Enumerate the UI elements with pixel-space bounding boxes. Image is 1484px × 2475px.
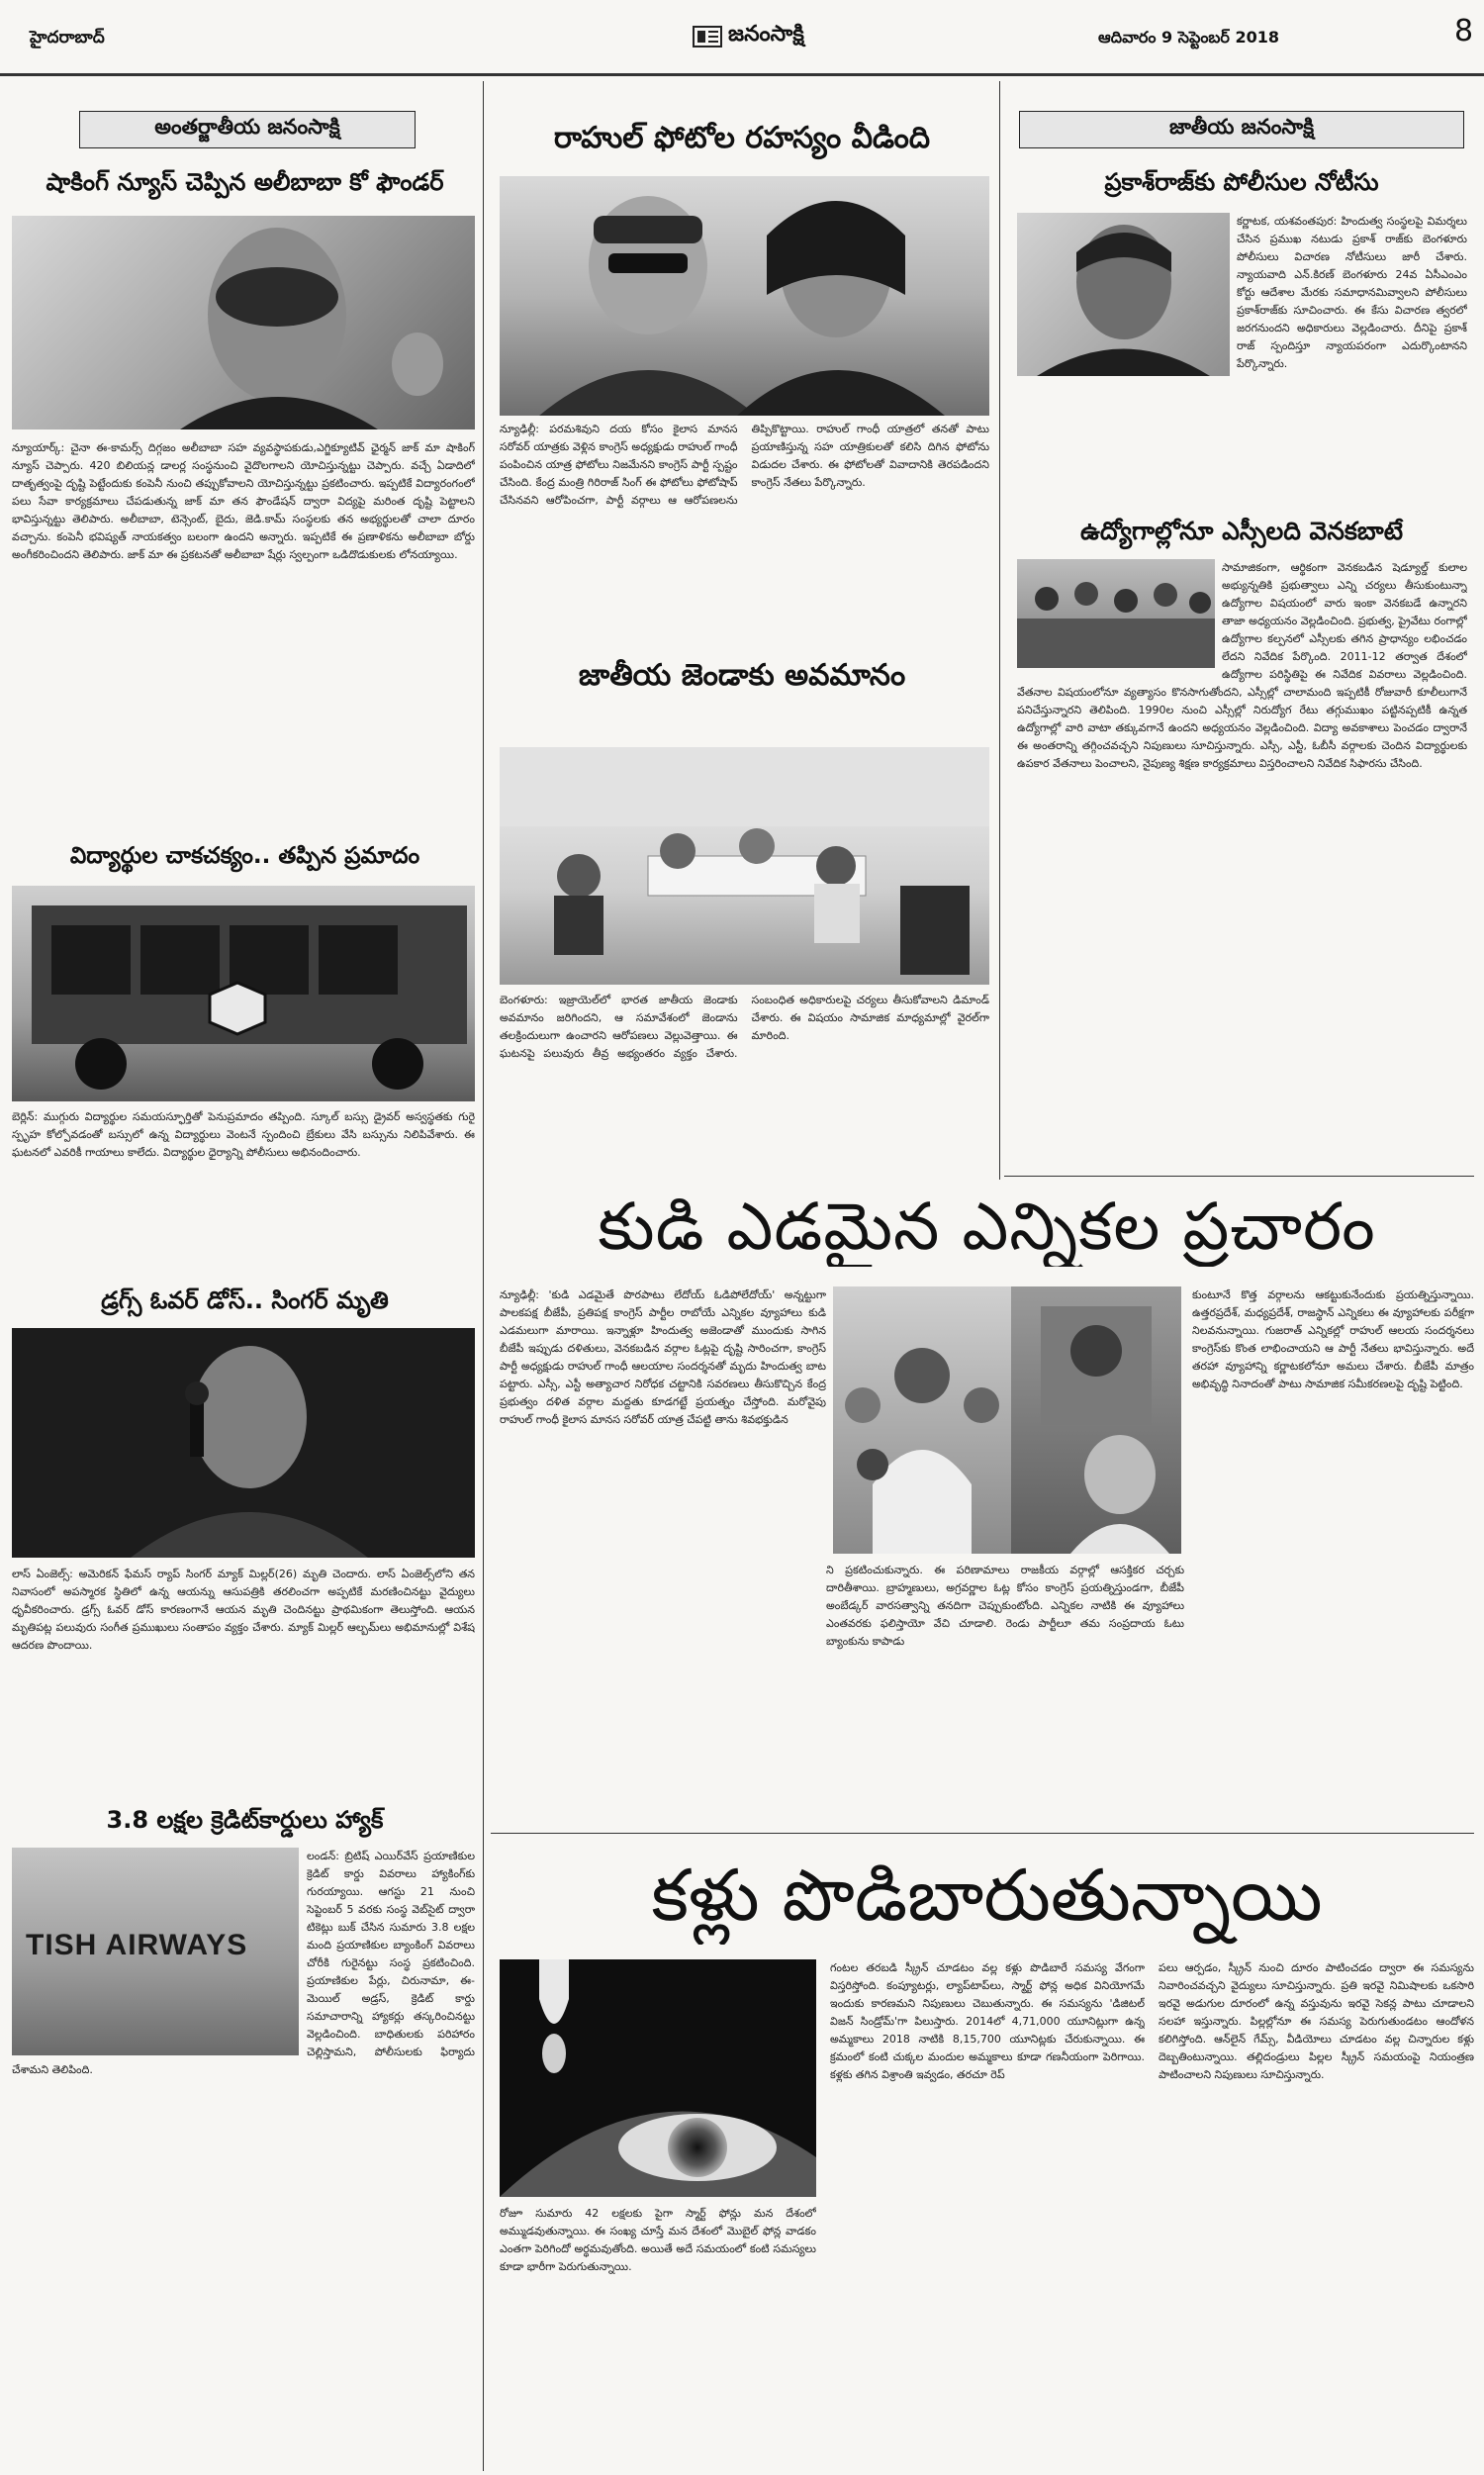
campaign-photo-crowd bbox=[833, 1286, 1011, 1554]
singer-photo bbox=[12, 1328, 475, 1558]
eyes-body-left: రోజూ సుమారు 42 లక్షలకు పైగా స్మార్ట్ ఫోన్లు మన దేశంలో అమ్ముడవుతున్నాయి. ఈ సంఖ్య చూస్తే మన దేశంలో మొబైల్ ఫోన్ల వాడకం ఎంతగా పెరిగిందో అర్థమవుతోంది. అయితే అదే సమయంలో కంటి సమస్యలు కూడా భారీగా పెరుగుతున్నాయి. bbox=[500, 2207, 816, 2273]
page-number: 8 bbox=[1454, 14, 1474, 48]
jobs-body bbox=[1017, 559, 1467, 1173]
alibaba-photo bbox=[12, 216, 475, 429]
jobs-headline: ఉద్యోగాల్లోనూ ఎస్సీలది వెనకబాటే bbox=[1079, 517, 1404, 545]
flag-photo bbox=[500, 747, 989, 985]
masthead-date: ఆదివారం 9 సెప్టెంబర్ 2018 bbox=[1098, 28, 1280, 47]
eyes-body-middle: గంటల తరబడి స్క్రీన్ చూడటం వల్ల కళ్లు పొడిబారే సమస్య వేగంగా విస్తరిస్తోంది. కంప్యూటర్లు, ల్యాప్‌టాప్‌లు, స్మార్ట్ ఫోన్ల అధిక వినియోగమే ఇందుకు కారణమని నిపుణులు చెబుతున్నారు. ఈ సమస్యను 'డిజిటల్ విజన్ సిండ్రోమ్'గా పిలుస్తారు. 2014లో 4,71,000 యూనిట్లుగా ఉన్న అమ్మకాలు 2018 నాటికి 8,15,700 యూనిట్లకు చేరుకున్నాయి. ఈ క్రమంలో కంటి చుక్కల మందుల అమ్మకాలు కూడా గణనీయంగా పెరిగాయి. కళ్లకు తగిన విశ్రాంతి ఇవ్వడం, తరచూ రెప్ bbox=[830, 1961, 1145, 2081]
jobs-photo-spacer bbox=[1017, 559, 1222, 672]
rahul-body: న్యూఢిల్లీ: పరమశివుని దయ కోసం కైలాస మానస సరోవర్ యాత్రకు వెళ్లిన కాంగ్రెస్ అధ్యక్షుడు రాహుల్ గాంధీ పంపించిన యాత్ర ఫోటోలు నిజమేనని కాంగ్రెస్ పార్టీ స్పష్టం చేసింది. కేంద్ర మంత్రి గిరిరాజ్ సింగ్ ఈ ఫోటోలు ఫోటోషాప్ చేసినవని ఆరోపించగా, పార్టీ వర్గాలు ఆ ఆరోపణలను తిప్పికొట్టాయి. రాహుల్ గాంధీ యాత్రలో తనతో పాటు ప్రయాణిస్తున్న సహ యాత్రికులతో కలిసి దిగిన ఫోటోను విడుదల చేశారు. ఈ ఫోటోలతో వివాదానికి తెరపడిందని కాంగ్రెస్ నేతలు పేర్కొన్నారు. bbox=[500, 423, 989, 507]
singer-body: లాస్ ఏంజెల్స్: అమెరికన్ ఫేమస్ ర్యాప్ సింగర్ మ్యాక్ మిల్లర్(26) మృతి చెందారు. లాస్ ఏంజెల్స్‌లోని తన నివాసంలో అపస్మారక స్థితిలో ఉన్న ఆయన్ను ఆసుపత్రికి తరలించగా అప్పటికే మరణించినట్టు వైద్యులు ధృవీకరించారు. డ్రగ్స్ ఓవర్ డోస్ కారణంగానే ఆయన మృతి చెందినట్టు ప్రాథమికంగా తెలుస్తోంది. ఆయన మృతిపట్ల పలువురు సంగీత ప్రముఖులు సంతాపం వ్యక్తం చేశారు. మ్యాక్ మిల్లర్ ఆల్బమ్‌లు అభిమానుల్లో విశేష ఆదరణ పొందాయి. bbox=[12, 1568, 475, 1652]
alibaba-headline: షాకింగ్ న్యూస్ చెప్పిన అలీబాబా కో ఫౌండర్ bbox=[46, 168, 444, 196]
masthead-logo-text: జనంసాక్షి bbox=[728, 22, 804, 47]
singer-headline: డ్రగ్స్ ఓవర్ డోస్.. సింగర్ మృతి bbox=[101, 1286, 389, 1314]
bus-headline: విద్యార్థుల చాకచక్యం.. తప్పిన ప్రమాదం bbox=[69, 843, 420, 869]
masthead-rule bbox=[0, 73, 1484, 76]
jobs-body-text: సామాజికంగా, ఆర్థికంగా వెనకబడిన షెడ్యూల్డ్ కులాల అభ్యున్నతికి ప్రభుత్వాలు ఎన్ని చర్యలు తీసుకుంటున్నా ఉద్యోగాల విషయంలో వారు ఇంకా వెనకబడే ఉన్నారని తాజా అధ్యయనం వెల్లడించింది. ప్రభుత్వ, ప్రైవేటు రంగాల్లో ఉద్యోగాల కల్పనలో ఎస్సీలకు తగిన ప్రాధాన్యం లభించడం లేదని నివేదిక పేర్కొంది. 2011-12 తర్వాత దేశంలో ఉద్యోగాల పరిస్థితిపై ఈ నివేదిక వివరాలు వెల్లడించింది. వేతనాల విషయంలోనూ వ్యత్యాసం కొనసాగుతోందని, ఎస్సీల్లో చాలామంది ఇప్పటికీ రోజువారీ కూలీలుగానే పనిచేస్తున్నారని తెలిపింది. 1990ల నుంచి ఎస్సీల్లో నిరుద్యోగ రేటు తగ్గుముఖం పట్టినప్పటికీ ఉన్నత ఉద్యోగాల్లో వారి వాటా తక్కువగానే ఉందని అధ్యయనం వెల్లడించింది. విద్యా అవకాశాలు పెంచడం ద్వారానే ఈ అంతరాన్ని తగ్గించవచ్చని నిపుణులు సూచిస్తున్నారు. ఎస్సీ, ఎస్టీ, ఓబీసీ వర్గాలకు చెందిన విద్యార్థులకు ఉపకార వేతనాలు పెంచాలని, నైపుణ్య శిక్షణ కార్యక్రమాలు విస్తరించాలని నివేదిక సిఫారసు చేసింది. bbox=[1017, 561, 1467, 770]
flag-body: బెంగళూరు: ఇజ్రాయెల్‌లో భారత జాతీయ జెండాకు అవమానం జరిగిందని, ఆ సమావేశంలో జెండాను తలక్రిందులుగా ఉంచారని ఆరోపణలు వెల్లువెత్తాయి. ఈ ఘటనపై పలువురు తీవ్ర అభ్యంతరం వ్యక్తం చేశారు. సంబంధిత అధికారులపై చర్యలు తీసుకోవాలని డిమాండ్ చేశారు. ఈ విషయం సామాజిక మాధ్యమాల్లో వైరల్‌గా మారింది. bbox=[500, 994, 989, 1060]
alibaba-body: న్యూయార్క్: చైనా ఈ-కామర్స్ దిగ్గజం అలీబాబా సహ వ్యవస్థాపకుడు,ఎగ్జిక్యూటివ్ ఛైర్మన్ జాక్ మా షాకింగ్ న్యూస్ చెప్పారు. 420 బిలియన్ల డాలర్ల సంస్థనుంచి వైదొలగాలని యోచిస్తున్నట్టు చెప్పారు. వచ్చే ఏడాదిలో దాతృత్వంపై దృష్టి పెట్టేందుకు కంపెనీ నుంచి తప్పుకోవాలని యోచిస్తున్నట్టు ప్రకటించారు. ఇప్పటికే విద్యారంగంలో పలు సేవా కార్యక్రమాలు చేపడుతున్న జాక్ మా తన ఫౌండేషన్ ద్వారా విద్యపై మరింత దృష్టి పెట్టాలని భావిస్తున్నట్టు తెలిపారు. అలీబాబా, టెన్సెంట్, బైదు, జెడి.కామ్ సంస్థలకు తన అభ్యర్థులతో చాలా దూరం వచ్చాను. కంపెనీ భవిష్యత్ నాయకత్వం బలంగా ఉందని అన్నారు. ఇప్పటికే ఈ ప్రణాళికను అలీబాబా బోర్డు అంగీకరించిందని తెలిపారు. జాక్ మా ఈ ప్రకటనతో అలీబాబా షేర్లు స్వల్పంగా ఒడిదొడుకులకు లోనయ్యాయి. bbox=[12, 441, 475, 561]
flag-headline: జాతీయ జెండాకు అవమానం bbox=[578, 658, 906, 693]
eyes-headline: కళ్లు పొడిబారుతున్నాయి bbox=[651, 1854, 1323, 1937]
prakash-photo-spacer bbox=[1017, 213, 1237, 381]
cards-body bbox=[12, 1848, 475, 2461]
campaign-body-left: న్యూఢిల్లీ: 'కుడి ఎడమైతే పొరపాటు లేదోయ్ ఓడిపోలేదోయ్' అన్నట్టుగా పాలకపక్ష బీజేపీ, ప్రతిపక్ష కాంగ్రెస్ పార్టీల రాబోయే ఎన్నికల వ్యూహాలు కుడి ఎడమలుగా మారాయి. ఇన్నాళ్లూ హిందుత్వ అజెండాతో ముందుకు సాగిన బీజేపీ ఇప్పుడు దళితులు, వెనకబడిన వర్గాల ఓట్లపై దృష్టి సారించగా, కాంగ్రెస్ పార్టీ అధ్యక్షుడు రాహుల్ గాంధీ ఆలయాల సందర్శనతో మృదు హిందుత్వ బాట పట్టారు. ఎస్సీ, ఎస్టీ అత్యాచార నిరోధక చట్టానికి సవరణలు తీసుకొచ్చిన కేంద్ర ప్రభుత్వం దళిత వర్గాల మద్దతు కూడగట్టే ప్రయత్నం చేస్తోంది. మరోవైపు రాహుల్ గాంధీ కైలాస మానస సరోవర్ యాత్ర చేపట్టి తాను శివభక్తుడిన bbox=[500, 1288, 826, 1426]
campaign-body-right: కుంటూనే కొత్త వర్గాలను ఆకట్టుకునేందుకు ప్రయత్నిస్తున్నాయి. ఉత్తరప్రదేశ్, మధ్యప్రదేశ్, రాజస్థాన్ ఎన్నికలు ఈ వ్యూహాలకు పరీక్షగా నిలవనున్నాయి. గుజరాత్ ఎన్నికల్లో రాహుల్ ఆలయ సందర్శనలు కాంగ్రెస్‌కు కొంత లాభించాయని ఆ పార్టీ నేతలు భావిస్తున్నారు. అదే తరహా వ్యూహాన్ని కర్ణాటకలోనూ అమలు చేశారు. బీజేపీ మాత్రం అభివృద్ధి నినాదంతో పాటు సామాజిక సమీకరణలపై దృష్టి పెట్టింది. bbox=[1192, 1288, 1474, 1390]
cards-headline: 3.8 లక్షల క్రెడిట్‌కార్డులు హ్యాక్ bbox=[106, 1806, 384, 1834]
bus-photo bbox=[12, 886, 475, 1101]
newspaper-logo-icon bbox=[693, 25, 722, 48]
eyes-body-right: పలు ఆర్పడం, స్క్రీన్ నుంచి దూరం పాటించడం ద్వారా ఈ సమస్యను నివారించవచ్చని వైద్యులు సూచిస్తున్నారు. ప్రతి ఇరవై నిమిషాలకు ఒకసారి ఇరవై అడుగుల దూరంలో ఉన్న వస్తువును ఇరవై సెకన్ల పాటు చూడాలని సలహా ఇస్తున్నారు. పిల్లల్లోనూ ఈ సమస్య పెరుగుతుండటం ఆందోళన కలిగిస్తోంది. ఆన్‌లైన్ గేమ్స్, వీడియోలు చూడటం వల్ల చిన్నారుల కళ్లు దెబ్బతింటున్నాయి. తల్లిదండ్రులు పిల్లల స్క్రీన్ సమయంపై నియంత్రణ పాటించాలని నిపుణులు సూచిస్తున్నారు. bbox=[1159, 1961, 1474, 2081]
rahul-headline: రాహుల్ ఫోటోల రహస్యం వీడింది bbox=[553, 121, 931, 155]
rahul-photo bbox=[500, 176, 989, 416]
cards-body-text: లండన్: బ్రిటిష్ ఎయిర్‌వేస్ ప్రయాణికుల క్రెడిట్ కార్డు వివరాలు హ్యాకింగ్‌కు గురయ్యాయి. ఆగస్టు 21 నుంచి సెప్టెంబర్ 5 వరకు సంస్థ వెబ్‌సైట్ ద్వారా టికెట్లు బుక్ చేసిన సుమారు 3.8 లక్షల మంది ప్రయాణికుల బ్యాంకింగ్ వివరాలు చోరీకి గురైనట్టు సంస్థ ప్రకటించింది. ప్రయాణికుల పేర్లు, చిరునామా, ఈ-మెయిల్ అడ్రస్, క్రెడిట్ కార్డు సమాచారాన్ని హ్యాకర్లు తస్కరించినట్టు వెల్లడించింది. బాధితులకు పరిహారం చెల్లిస్తామని, పోలీసులకు ఫిర్యాదు చేశామని తెలిపింది. bbox=[12, 1850, 475, 2076]
masthead bbox=[0, 0, 1484, 71]
prakash-headline: ప్రకాశ్‌రాజ్‌కు పోలీసుల నోటీసు bbox=[1104, 168, 1379, 196]
cards-photo-spacer bbox=[12, 1848, 307, 2059]
section-banner-national: జాతీయ జనంసాక్షి bbox=[1019, 111, 1464, 148]
masthead-logo bbox=[693, 22, 804, 51]
column-divider-left-lower bbox=[483, 1180, 484, 2471]
campaign-rule bbox=[491, 1833, 1474, 1834]
masthead-city: హైదరాబాద్ bbox=[30, 28, 105, 48]
campaign-headline: కుడి ఎడమైన ఎన్నికల ప్రచారం bbox=[598, 1189, 1376, 1265]
column-divider-right bbox=[999, 81, 1000, 1180]
right-column-rule bbox=[1004, 1176, 1474, 1177]
column-divider-left bbox=[483, 81, 484, 1180]
prakash-body bbox=[1017, 213, 1467, 510]
eyes-body bbox=[500, 1959, 1474, 2464]
campaign-photo-leaders bbox=[1011, 1286, 1181, 1554]
section-banner-international: అంతర్జాతీయ జనంసాక్షి bbox=[79, 111, 416, 148]
prakash-body-text: కర్ణాటక, యశవంతపుర: హిందుత్వ సంస్థలపై విమర్శలు చేసిన ప్రముఖ నటుడు ప్రకాశ్ రాజ్‌కు బెంగళూరు పోలీసులు విచారణ నోటీసులు జారీ చేశారు. న్యాయవాది ఎన్.కిరణ్ బెంగళూరు 24వ ఏసీఎంఎం కోర్టు ఆదేశాల మేరకు సమాధానమివ్వాలని పోలీసులు ప్రకాశ్‌రాజ్‌కు సూచించారు. ఈ కేసు విచారణ త్వరలో జరగనుందని అధికారులు వెల్లడించారు. దీనిపై ప్రకాశ్ రాజ్ స్పందిస్తూ న్యాయపరంగా ఎదుర్కొంటానని పేర్కొన్నారు. bbox=[1237, 215, 1467, 370]
cards-photo-airline-text: TISH AIRWAYS bbox=[26, 1929, 248, 1961]
campaign-body-middle: ని ప్రకటించుకున్నారు. ఈ పరిణామాలు రాజకీయ వర్గాల్లో ఆసక్తికర చర్చకు దారితీశాయి. బ్రాహ్మణులు, అగ్రవర్ణాల ఓట్ల కోసం కాంగ్రెస్ ప్రయత్నిస్తుండగా, బీజేపీ అంబేడ్కర్ వారసత్వాన్ని తనదిగా చెప్పుకుంటోంది. ఎన్నికల నాటికి ఈ వ్యూహాలు ఎంతవరకు ఫలిస్తాయో వేచి చూడాలి. రెండు పార్టీలూ తమ సంప్రదాయ ఓటు బ్యాంకును కాపాడు bbox=[826, 1564, 1184, 1648]
bus-body: బెర్లిన్: ముగ్గురు విద్యార్థుల సమయస్ఫూర్తితో పెనుప్రమాదం తప్పింది. స్కూల్ బస్సు డ్రైవర్ అస్వస్థతకు గురై స్పృహ కోల్పోవడంతో బస్సులో ఉన్న విద్యార్థులు వెంటనే స్పందించి బ్రేకులు వేసి బస్సును నిలిపివేశారు. ఈ ఘటనలో ఎవరికీ గాయాలు కాలేదు. విద్యార్థుల ధైర్యాన్ని పోలీసులు అభినందించారు. bbox=[12, 1110, 475, 1159]
